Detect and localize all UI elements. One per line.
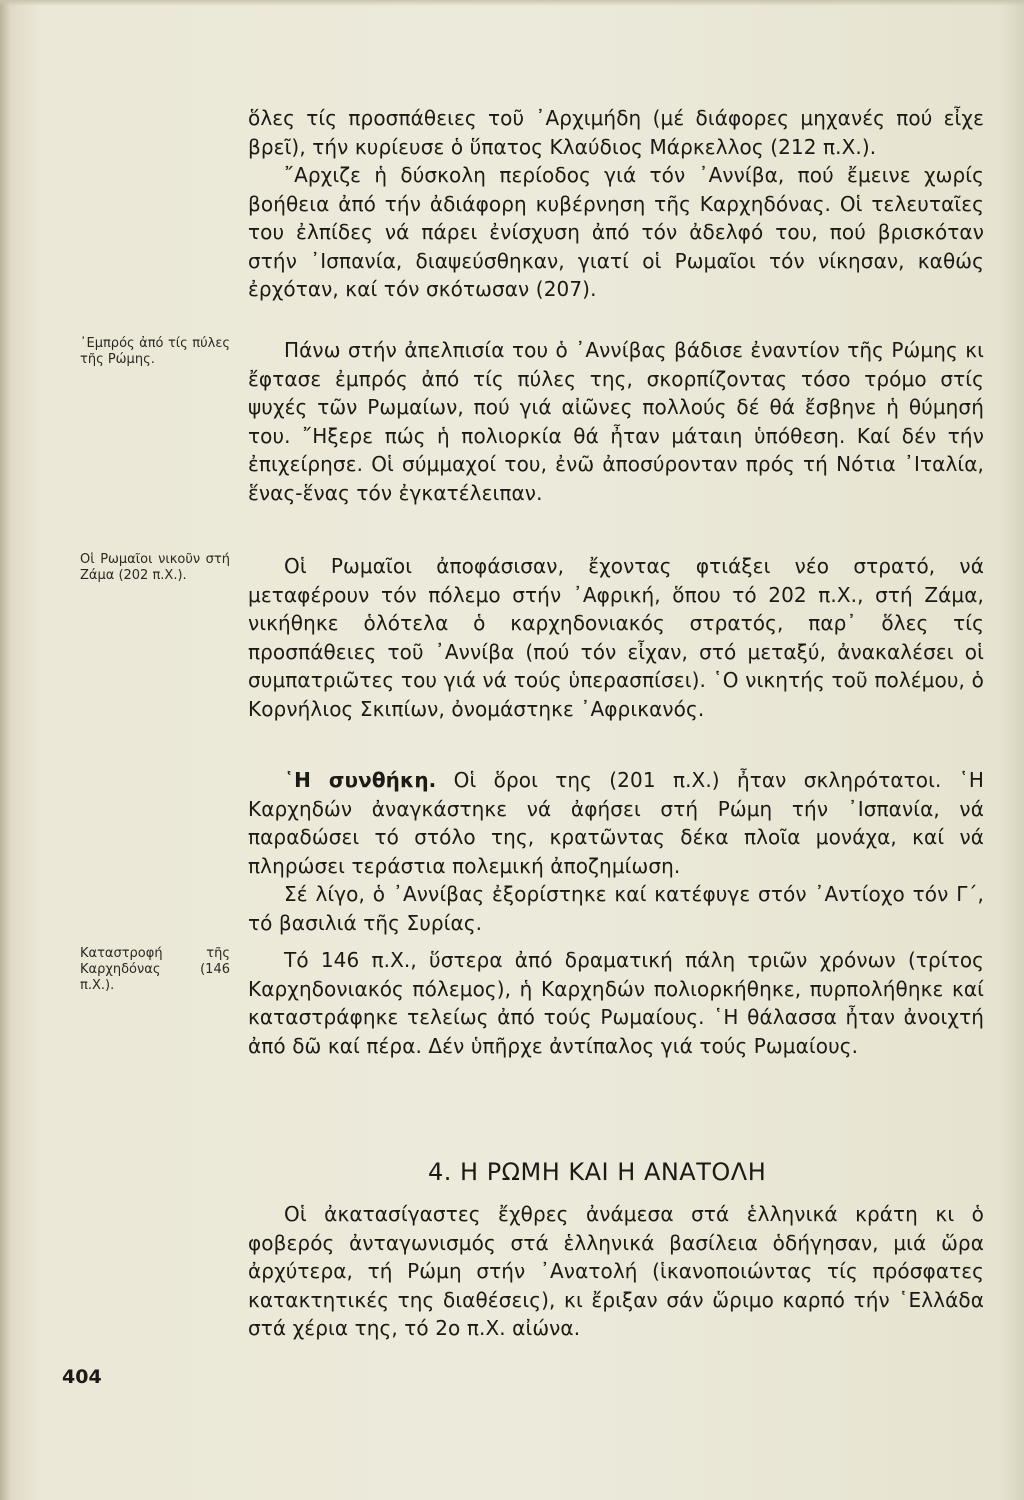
- paragraph-gates-of-rome: Πάνω στήν ἀπελπισία του ὁ ᾿Αννίβας βάδισε ἐναντίον τῆς Ρώμης κι ἔφτασε ἐμπρός ἀπό τίς πύλες της, σκορπίζοντας τόσο τρόμο στίς ψυχές τῶν Ρωμαίων, πού γιά αἰῶνες πολλούς δέ θά ἔσβηνε ἡ θύμησή του. ῎Ηξερε πώς ἡ πολιορκία θά ἦταν μάταιη ὑπόθεση. Καί δέν τήν ἐπιχείρησε. Οἱ σύμμαχοί του, ἐνῶ ἀποσύρονταν πρός τή Νότια ᾿Ιταλία, ἕνας-ἕνας τόν ἐγκατέλειπαν.: [248, 338, 984, 505]
- page-binding-edge: [0, 0, 10, 1500]
- section-heading: 4. Η ΡΩΜΗ ΚΑΙ Η ΑΝΑΤΟΛΗ: [428, 1158, 767, 1186]
- paragraph-treaty: ῾Η συνθήκη. Οἱ ὅροι της (201 π.Χ.) ἦταν σκληρότατοι. ῾Η Καρχηδών ἀναγκάστηκε νά ἀφήσει στή Ρώμη τήν ᾿Ισπανία, νά παραδώσει τό στόλο της, κρατῶντας δέκα πλοῖα μονάχα, καί νά πληρώσει τεράστια πολεμική ἀποζημίωση. Σέ λίγο, ὁ ᾿Αννίβας ἐξορίστηκε καί κατέφυγε στόν ᾿Αντίοχο τόν Γ΄, τό βασιλιά τῆς Συρίας.: [248, 766, 984, 937]
- paragraph-zama: Οἱ Ρωμαῖοι ἀποφάσισαν, ἔχοντας φτιάξει νέο στρατό, νά μεταφέρουν τόν πόλεμο στήν ᾿Αφρική, ὅπου τό 202 π.Χ., στή Ζάμα, νικήθηκε ὁλότελα ὁ καρχηδονιακός στρατός, παρ᾿ ὅλες τίς προσπάθειες τοῦ ᾿Αννίβα (πού τόν εἶχαν, στό μεταξύ, ἀνακαλέσει οἱ συμπατριῶτες του γιά νά τούς ὑπερασπίσει). ῾Ο νικητής τοῦ πολέμου, ὁ Κορνήλιος Σκιπίων, ὀνομάστηκε ᾿Αφρικανός.: [248, 554, 984, 721]
- page-top-edge: [0, 0, 1024, 6]
- paragraph-carthage-destruction: Τό 146 π.Χ., ὕστερα ἀπό δραματική πάλη τριῶν χρόνων (τρίτος Καρχηδονιακός πόλεμος), ἡ Καρχηδών πολιορκήθηκε, πυρπολήθηκε καί καταστράφηκε τελείως ἀπό τούς Ρωμαίους. ῾Η θάλασσα ἦταν ἀνοιχτή ἀπό δῶ καί πέρα. Δέν ὑπῆρχε ἀντίπαλος γιά τούς Ρωμαίους.: [248, 948, 984, 1058]
- margin-note-gates-of-rome: ᾿Εμπρός ἀπό τίς πύλες τῆς Ρώμης.: [80, 336, 230, 367]
- treaty-heading: ῾Η συνθήκη.: [284, 768, 437, 792]
- paragraph-rome-east: Οἱ ἀκατασίγαστες ἔχθρες ἀνάμεσα στά ἑλληνικά κράτη κι ὁ φοβερός ἀνταγωνισμός στά ἑλληνικά βασίλεια ὁδήγησαν, μιά ὥρα ἀρχύτερα, τή Ρώμη στήν ᾿Ανατολή (ἱκανοποιώντας τίς πρόσφατες κατακτητικές της διαθέσεις), κι ἔριξαν σάν ὥριμο καρπό τήν ῾Ελλάδα στά χέρια της, τό 2ο π.Χ. αἰώνα.: [248, 1202, 984, 1340]
- page-number: 404: [62, 1366, 102, 1388]
- paragraph-hannibal-difficult: ῎Αρχιζε ἡ δύσκολη περίοδος γιά τόν ᾿Αννίβα, πού ἔμεινε χωρίς βοήθεια ἀπό τήν ἀδιάφορη κυβέρνηση τῆς Καρχηδόνας. Οἱ τελευταῖες του ἐλπίδες νά πάρει ἐνίσχυση ἀπό τόν ἀδελφό του, πού βρισκόταν στήν ᾿Ισπανία, διαψεύσθηκαν, γιατί οἱ Ρωμαῖοι τόν νίκησαν, καθώς ἐρχόταν, καί τόν σκότωσαν (207).: [248, 163, 984, 301]
- paragraph-archimedes: ὅλες τίς προσπάθειες τοῦ ᾿Αρχιμήδη (μέ διάφορες μηχανές πού εἶχε βρεῖ), τήν κυρίευσε ὁ ὕπατος Κλαύδιος Μάρκελλος (212 π.Χ.). ῎Αρχιζε ἡ δύσκολη περίοδος γιά τόν ᾿Αννίβα, πού ἔμεινε χωρίς βοήθεια ἀπό τήν ἀδιάφορη κυβέρνηση τῆς Καρχηδόνας. Οἱ τελευταῖες του ἐλπίδες νά πάρει ἐνίσχυση ἀπό τόν ἀδελφό του, πού βρισκόταν στήν ᾿Ισπανία, διαψεύσθηκαν, γιατί οἱ Ρωμαῖοι τόν νίκησαν, καθώς ἐρχόταν, καί τόν σκότωσαν (207).: [248, 104, 984, 304]
- margin-note-zama: Οἱ Ρωμαῖοι νικοῦν στή Ζάμα (202 π.Χ.).: [80, 552, 230, 583]
- margin-note-carthage-destruction: Καταστροφή τῆς Καρχηδόνας (146 π.Χ.).: [80, 946, 230, 993]
- paragraph-hannibal-exile: Σέ λίγο, ὁ ᾿Αννίβας ἐξορίστηκε καί κατέφυγε στόν ᾿Αντίοχο τόν Γ΄, τό βασιλιά τῆς Συρίας.: [248, 882, 984, 935]
